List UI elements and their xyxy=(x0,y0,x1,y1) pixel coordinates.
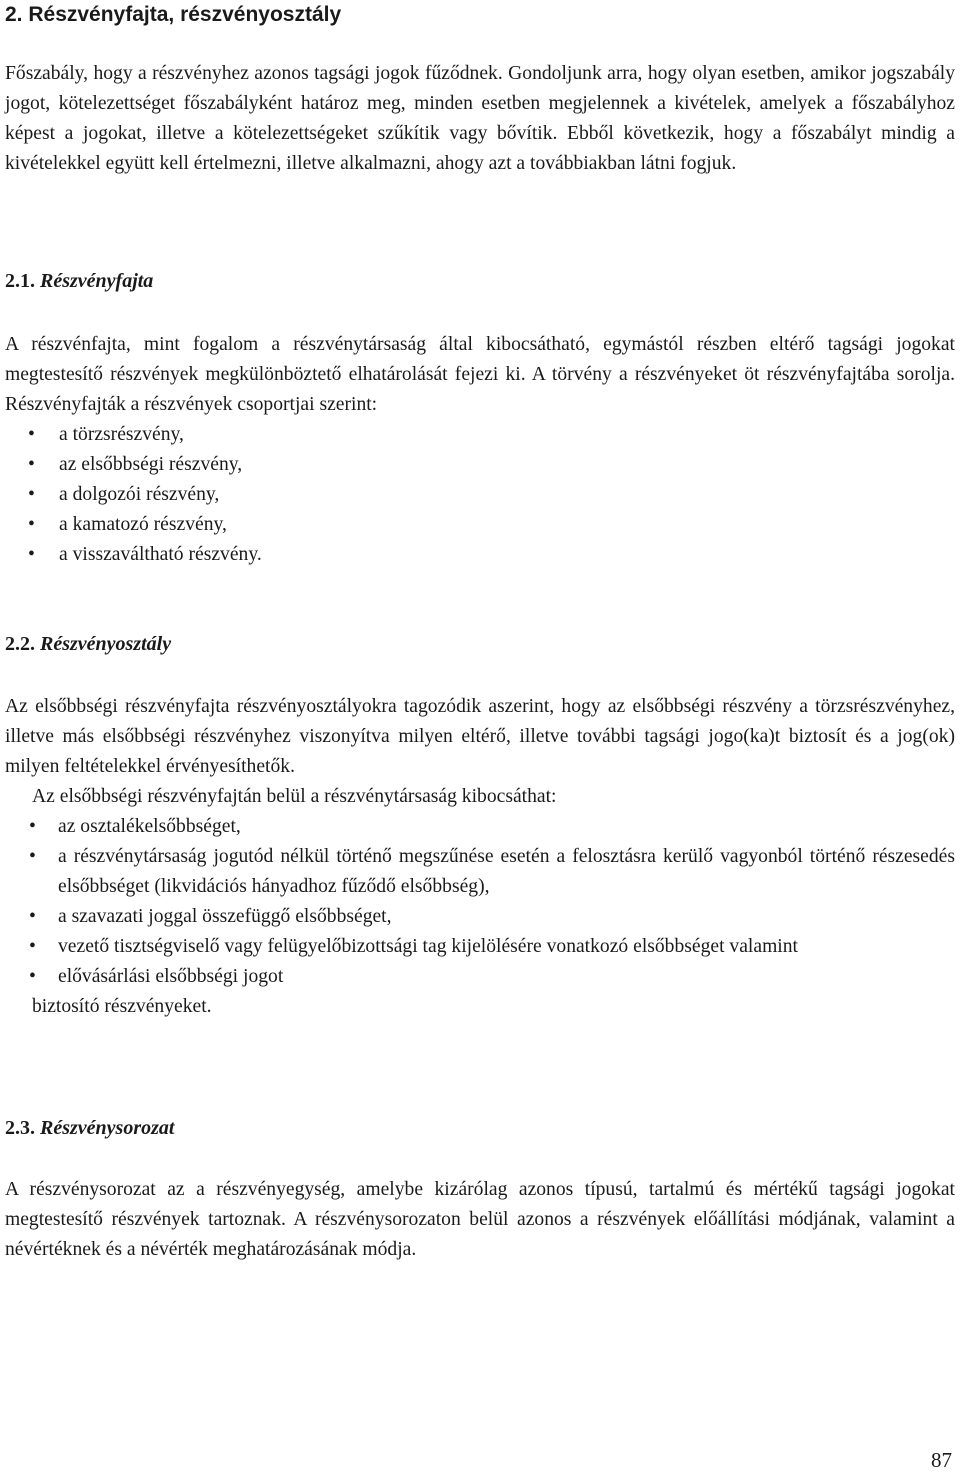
section-2-3-title: Részvénysorozat xyxy=(40,1117,175,1139)
section-2-2-closing: biztosító részvényeket. xyxy=(32,996,212,1017)
section-2-1-title: Részvényfajta xyxy=(40,270,154,292)
section-2-3-heading xyxy=(5,1117,174,1140)
section-2-2-paragraph: Az elsőbbségi részvényfajta részvényosztályokra tagozódik aszerint, hogy az elsőbbségi részvény a törzsrészvényhez, illetve más elsőbbségi részvényhez viszonyítva milyen eltérő, illetve további tagsági jogo(ka)t biztosít és a jog(ok) milyen feltételekkel érvényesíthetők. xyxy=(5,696,955,777)
list-item: • az osztalékelsőbbséget, xyxy=(5,812,955,842)
share-types-list xyxy=(5,420,955,570)
list-item: • a dolgozói részvény, xyxy=(5,480,955,510)
list-item: • a visszaváltható részvény. xyxy=(5,540,955,570)
section-2-1-paragraph: A részvénfajta, mint fogalom a részvénytársaság által kibocsátható, egymástól részben eltérő tagsági jogokat megtestesítő részvények megkülönböztető elhatárolását fejezi ki. A törvény a részvényeket öt részvényfajtába sorolja. Részvényfajták a részvények csoportjai szerint: xyxy=(5,334,955,415)
section-2-2-heading xyxy=(5,633,171,656)
list-item: • vezető tisztségviselő vagy felügyelőbizottsági tag kijelölésére vonatkozó elsőbbséget valamint xyxy=(5,932,955,962)
section-2-1-heading xyxy=(5,270,153,293)
list-item: • a törzsrészvény, xyxy=(5,420,955,450)
section-2-2-body xyxy=(5,692,955,1022)
chapter-heading: 2. Részvényfajta, részvényosztály xyxy=(5,3,342,26)
section-2-1-number: 2.1. xyxy=(5,270,35,292)
section-2-2-title: Részvényosztály xyxy=(40,633,172,655)
list-item: • a részvénytársaság jogutód nélkül történő megszűnése esetén a felosztásra kerülő vagyonból történő részesedés elsőbbséget (likvidációs hányadhoz fűződő elsőbbség), xyxy=(5,842,955,902)
section-2-2-number: 2.2. xyxy=(5,633,35,655)
list-item: • a szavazati joggal összefüggő elsőbbséget, xyxy=(5,902,955,932)
page-number: 87 xyxy=(931,1448,952,1472)
preference-list xyxy=(5,812,955,992)
section-2-1-body xyxy=(5,330,955,570)
section-2-2-lead: Az elsőbbségi részvényfajtán belül a részvénytársaság kibocsáthat: xyxy=(32,786,557,807)
section-2-3-number: 2.3. xyxy=(5,1117,35,1139)
section-2-3-paragraph: A részvénysorozat az a részvényegység, amelybe kizárólag azonos típusú, tartalmú és mértékű tagsági jogokat megtestesítő részvények tartoznak. A részvénysorozaton belül azonos a részvények előállítási módjának, valamint a névértéknek és a névérték meghatározásának módja. xyxy=(5,1179,955,1260)
list-item: • elővásárlási elsőbbségi jogot xyxy=(5,962,955,992)
list-item: • a kamatozó részvény, xyxy=(5,510,955,540)
list-item: • az elsőbbségi részvény, xyxy=(5,450,955,480)
intro-paragraph: Főszabály, hogy a részvényhez azonos tagsági jogok fűződnek. Gondoljunk arra, hogy olyan esetben, amikor jogszabály jogot, kötelezettséget főszabályként határoz meg, minden esetben megjelennek a kivételek, amelyek a főszabályhoz képest a jogokat, illetve a kötelezettségeket szűkítik vagy bővítik. Ebből következik, hogy a főszabályt mindig a kivételekkel együtt kell értelmezni, illetve alkalmazni, ahogy azt a továbbiakban látni fogjuk. xyxy=(5,63,955,174)
